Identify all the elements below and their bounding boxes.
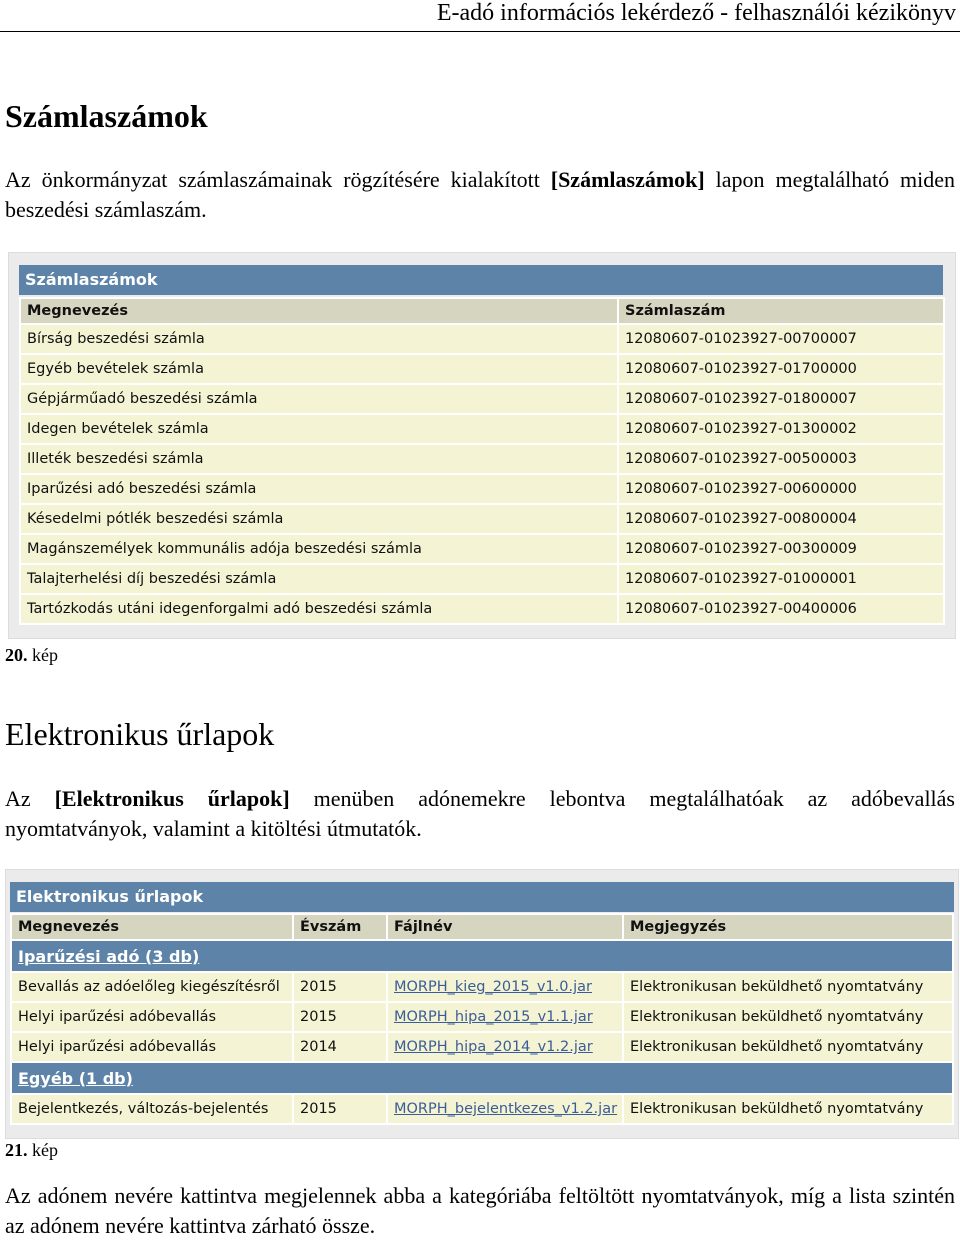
section1-paragraph: Az önkormányzat számlaszámainak rögzítésére kialakított [Számlaszámok] lapon megtalálható miden beszedési számlaszám. (5, 167, 955, 222)
account-number: 12080607-01023927-01300002 (618, 414, 944, 444)
account-name: Bírság beszedési számla (20, 324, 618, 354)
form-year: 2014 (293, 1032, 387, 1062)
table-row (20, 504, 944, 534)
form-note: Elektronikusan beküldhető nyomtatvány (623, 1094, 953, 1124)
figure-caption-21: 21. kép (5, 1140, 58, 1160)
table-row (11, 972, 953, 1002)
forms-panel-title: Elektronikus űrlapok (10, 882, 954, 912)
forms-table (10, 913, 954, 1125)
document-title: E-adó információs lekérdező - felhasználói kézikönyv (436, 0, 956, 26)
column-header-name: Megnevezés (20, 298, 618, 324)
table-header-row (11, 914, 953, 940)
column-header-filename: Fájlnév (387, 914, 623, 940)
table-row (20, 594, 944, 624)
account-name: Magánszemélyek kommunális adója beszedési számla (20, 534, 618, 564)
account-number: 12080607-01023927-01700000 (618, 354, 944, 384)
closing-paragraph: Az adónem nevére kattintva megjelennek abba a kategóriába feltöltött nyomtatványok, míg a lista szintén az adónem nevére kattintva zárható össze. (5, 1183, 955, 1238)
form-note: Elektronikusan beküldhető nyomtatvány (623, 972, 953, 1002)
account-name: Egyéb bevételek számla (20, 354, 618, 384)
table-row (20, 384, 944, 414)
figure-caption-20: 20. kép (5, 645, 58, 665)
account-name: Idegen bevételek számla (20, 414, 618, 444)
table-row (11, 1002, 953, 1032)
menu-reference: [Számlaszámok] (550, 167, 705, 192)
table-row (20, 564, 944, 594)
form-file-link[interactable]: MORPH_hipa_2014_v1.2.jar (387, 1032, 623, 1062)
column-header-year: Évszám (293, 914, 387, 940)
table-row (20, 444, 944, 474)
account-number: 12080607-01023927-00400006 (618, 594, 944, 624)
form-file-link[interactable]: MORPH_kieg_2015_v1.0.jar (387, 972, 623, 1002)
account-number: 12080607-01023927-00700007 (618, 324, 944, 354)
account-number: 12080607-01023927-00500003 (618, 444, 944, 474)
form-year: 2015 (293, 1002, 387, 1032)
section2-paragraph: Az [Elektronikus űrlapok] menüben adónemekre lebontva megtalálhatóak az adóbevallás nyomtatványok, valamint a kitöltési útmutatók. (5, 786, 955, 841)
table-row (20, 534, 944, 564)
category-link-iparuzesi-ado[interactable]: Iparűzési adó (3 db) (11, 940, 953, 972)
table-row (20, 474, 944, 504)
category-link-egyeb[interactable]: Egyéb (1 db) (11, 1062, 953, 1094)
accounts-panel-title: Számlaszámok (19, 265, 943, 295)
form-year: 2015 (293, 1094, 387, 1124)
table-row (20, 324, 944, 354)
form-name: Bejelentkezés, változás-bejelentés (11, 1094, 293, 1124)
account-number: 12080607-01023927-01000001 (618, 564, 944, 594)
account-name: Talajterhelési díj beszedési számla (20, 564, 618, 594)
menu-reference: [Elektronikus űrlapok] (54, 786, 290, 811)
form-year: 2015 (293, 972, 387, 1002)
column-header-account: Számlaszám (618, 298, 944, 324)
column-header-name: Megnevezés (11, 914, 293, 940)
form-note: Elektronikusan beküldhető nyomtatvány (623, 1002, 953, 1032)
section-title-elektronikus-urlapok: Elektronikus űrlapok (5, 716, 275, 752)
account-name: Tartózkodás utáni idegenforgalmi adó beszedési számla (20, 594, 618, 624)
form-name: Helyi iparűzési adóbevallás (11, 1032, 293, 1062)
category-row[interactable] (11, 1062, 953, 1094)
forms-screenshot (5, 869, 959, 1139)
category-row[interactable] (11, 940, 953, 972)
account-number: 12080607-01023927-00800004 (618, 504, 944, 534)
account-number: 12080607-01023927-01800007 (618, 384, 944, 414)
account-number: 12080607-01023927-00600000 (618, 474, 944, 504)
form-name: Bevallás az adóelőleg kiegészítésről (11, 972, 293, 1002)
accounts-table (19, 297, 945, 625)
table-row (20, 414, 944, 444)
form-file-link[interactable]: MORPH_hipa_2015_v1.1.jar (387, 1002, 623, 1032)
section-title-szamlaszamok: Számlaszámok (5, 98, 208, 134)
table-header-row (20, 298, 944, 324)
account-number: 12080607-01023927-00300009 (618, 534, 944, 564)
page-header (0, 0, 960, 32)
form-name: Helyi iparűzési adóbevallás (11, 1002, 293, 1032)
account-name: Késedelmi pótlék beszedési számla (20, 504, 618, 534)
table-row (11, 1032, 953, 1062)
account-name: Gépjárműadó beszedési számla (20, 384, 618, 414)
table-row (20, 354, 944, 384)
account-name: Iparűzési adó beszedési számla (20, 474, 618, 504)
accounts-screenshot (8, 252, 956, 639)
account-name: Illeték beszedési számla (20, 444, 618, 474)
table-row (11, 1094, 953, 1124)
form-file-link[interactable]: MORPH_bejelentkezes_v1.2.jar (387, 1094, 623, 1124)
column-header-note: Megjegyzés (623, 914, 953, 940)
form-note: Elektronikusan beküldhető nyomtatvány (623, 1032, 953, 1062)
